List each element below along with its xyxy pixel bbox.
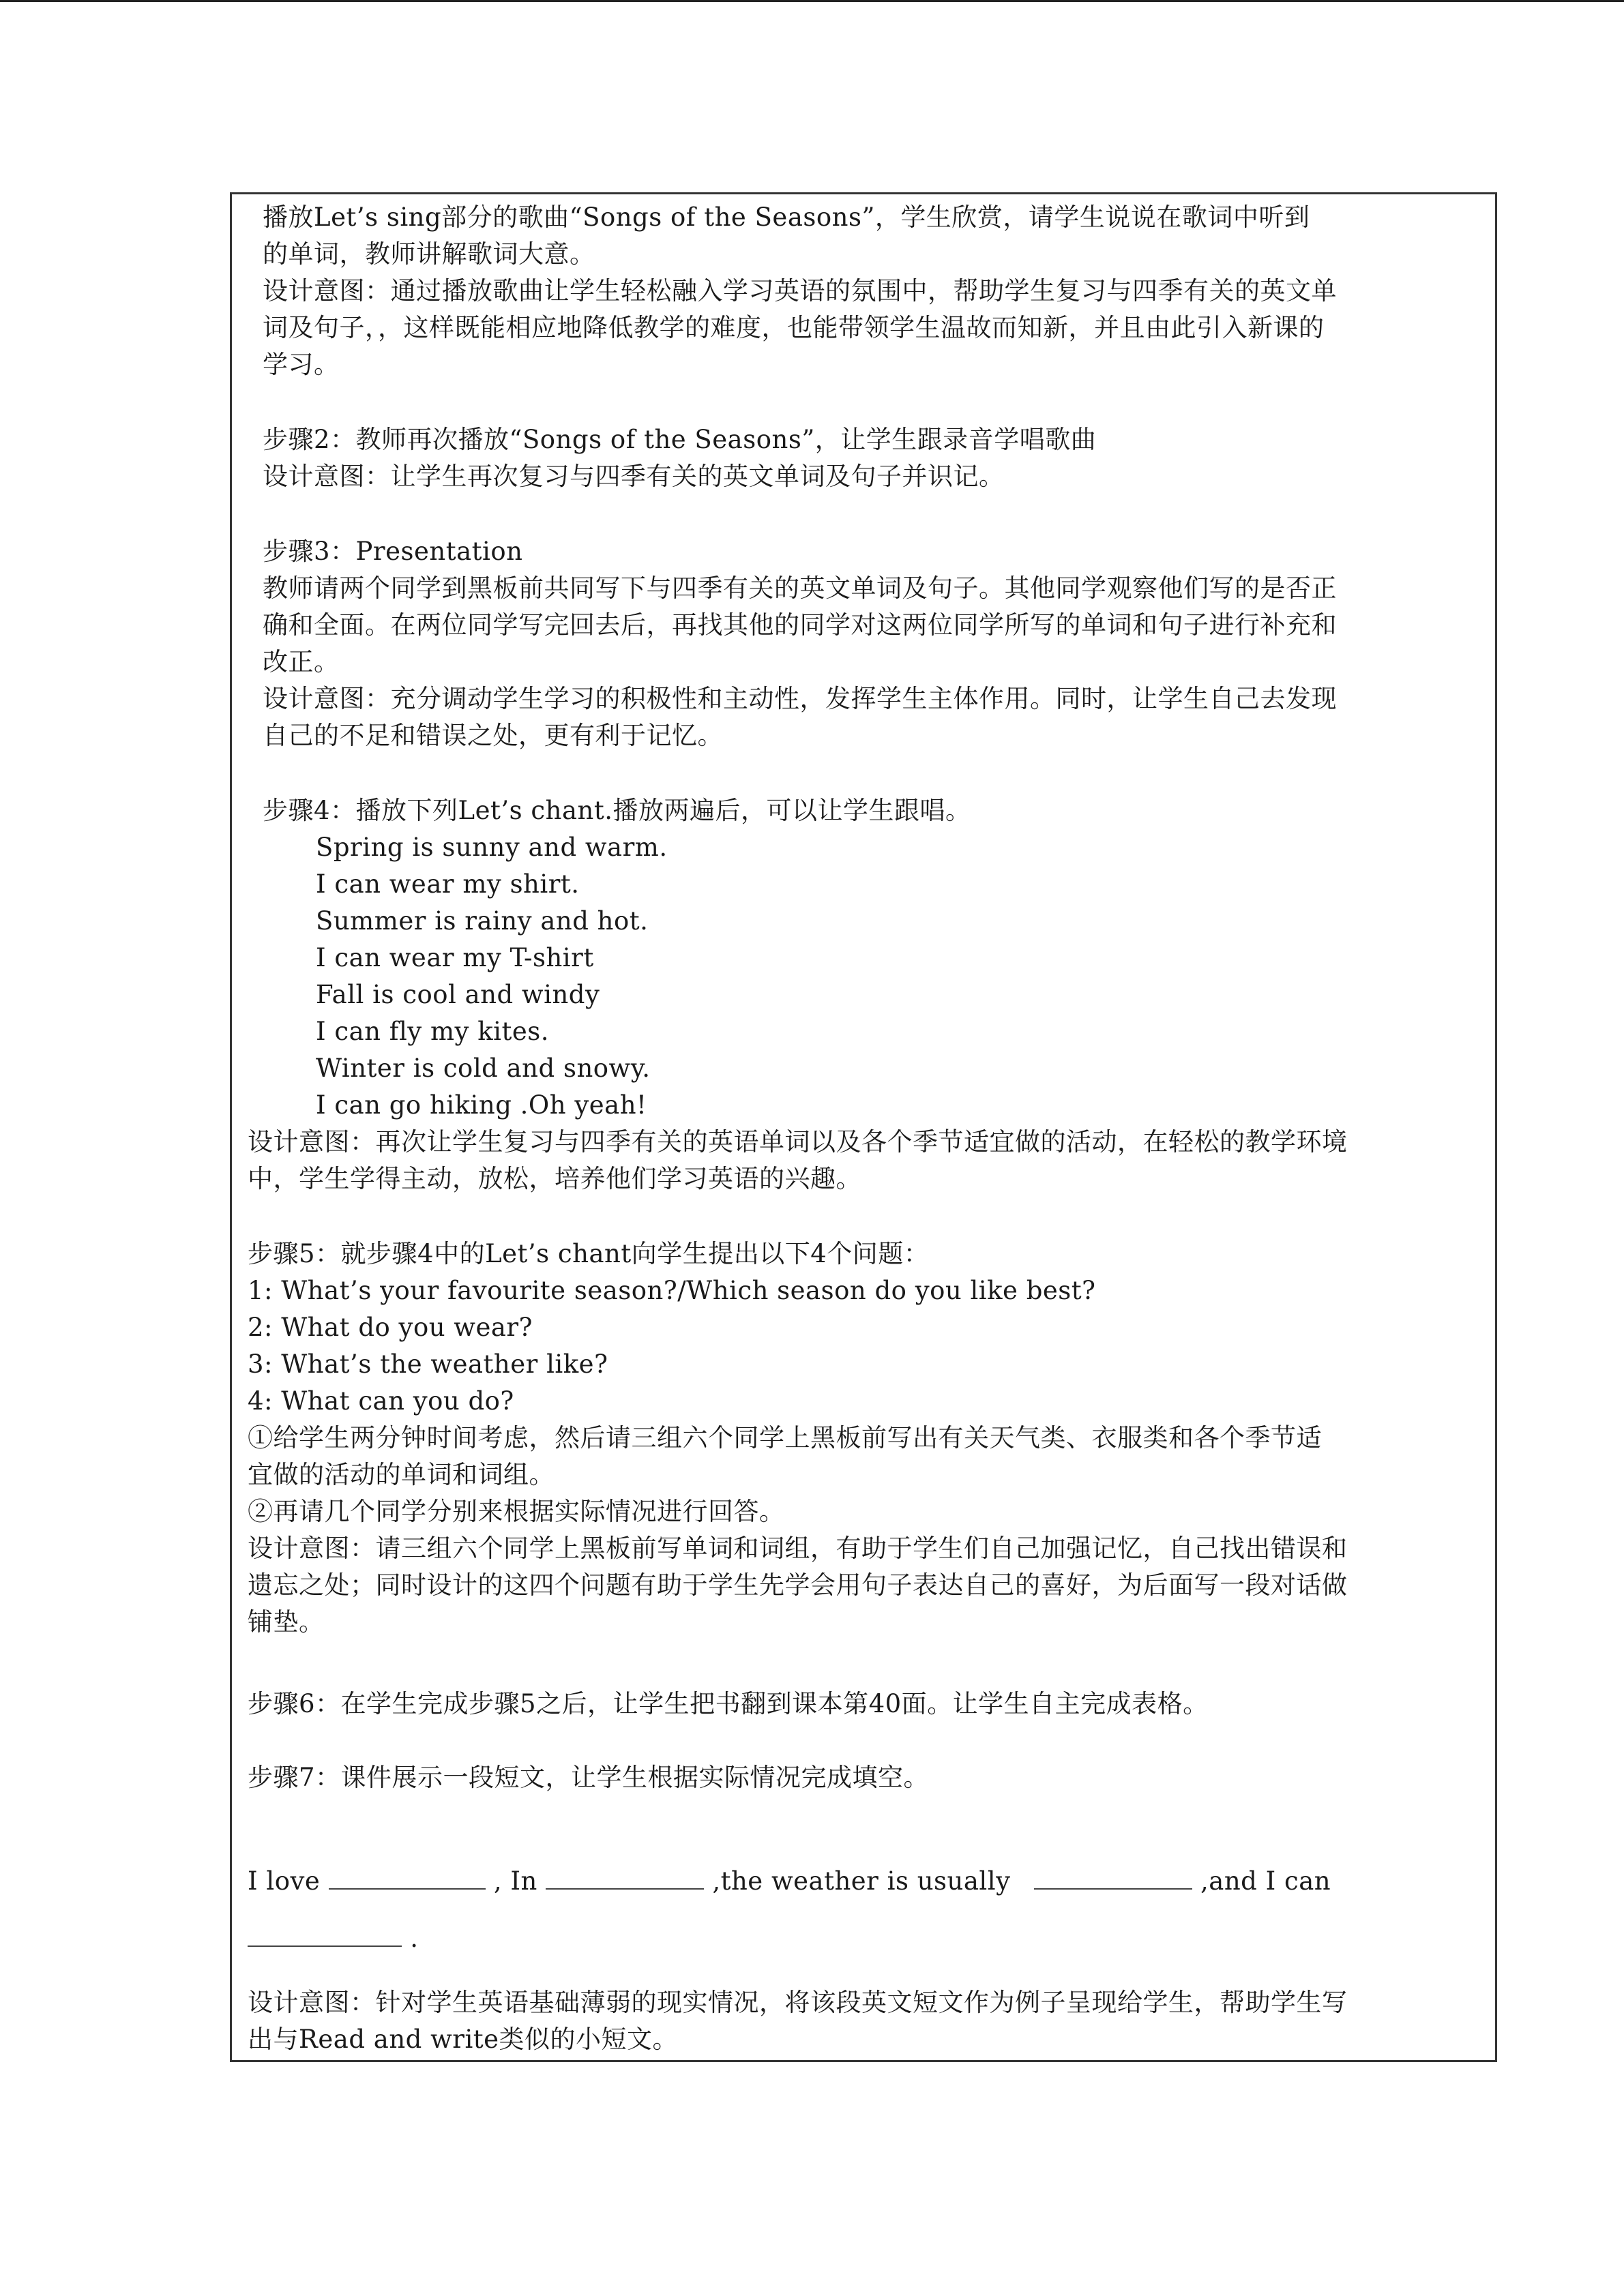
blank-activity[interactable] — [248, 1922, 402, 1947]
step-heading: 步骤2：教师再次播放“Songs of the Seasons”，让学生跟录音学唱歌曲 — [263, 425, 1097, 454]
passage-text: I love — [248, 1866, 321, 1896]
fill-in-passage — [248, 1863, 1331, 1900]
step-heading: 步骤6：在学生完成步骤5之后，让学生把书翻到课本第40面。让学生自主完成表格。 — [248, 1689, 1209, 1718]
chant-line: I can wear my T-shirt — [316, 943, 594, 972]
text-line: 教师请两个同学到黑板前共同写下与四季有关的英文单词及句子。其他同学观察他们写的是否正 — [263, 573, 1337, 603]
design-intent: 设计意图：充分调动学生学习的积极性和主动性，发挥学生主体作用。同时，让学生自己去发现 — [263, 684, 1337, 713]
step-heading: 步骤5：就步骤4中的Let’s chant向学生提出以下4个问题： — [248, 1239, 930, 1268]
design-intent: 铺垫。 — [248, 1607, 325, 1637]
design-intent: 中，学生学得主动，放松，培养他们学习英语的兴趣。 — [248, 1164, 861, 1193]
passage-text: . — [410, 1924, 419, 1953]
design-intent: 设计意图：通过播放歌曲让学生轻松融入学习英语的氛围中，帮助学生复习与四季有关的英文单 — [263, 276, 1337, 305]
step-heading: 步骤7：课件展示一段短文，让学生根据实际情况完成填空。 — [248, 1763, 930, 1792]
design-intent: 词及句子，，这样既能相应地降低教学的难度，也能带领学生温故而知新，并且由此引入新课的 — [263, 313, 1325, 342]
blank-season-1[interactable] — [329, 1865, 486, 1890]
text-line: ①给学生两分钟时间考虑，然后请三组六个同学上黑板前写出有关天气类、衣服类和各个季节适 — [248, 1423, 1322, 1452]
chant-line: Spring is sunny and warm. — [316, 833, 668, 862]
text-line: 的单词，教师讲解歌词大意。 — [263, 239, 595, 269]
chant-line: Winter is cold and snowy. — [316, 1054, 651, 1083]
top-rule — [0, 0, 1624, 2]
blank-season-2[interactable] — [546, 1865, 704, 1890]
question-line: 2: What do you wear? — [248, 1313, 533, 1342]
step-heading: 步骤4：播放下列Let’s chant.播放两遍后，可以让学生跟唱。 — [263, 796, 971, 825]
fill-in-passage-end — [248, 1920, 419, 1957]
design-intent: 设计意图：针对学生英语基础薄弱的现实情况，将该段英文短文作为例子呈现给学生，帮助学生写 — [248, 1988, 1348, 2017]
design-intent: 设计意图：再次让学生复习与四季有关的英语单词以及各个季节适宜做的活动，在轻松的教学环境 — [248, 1127, 1348, 1157]
chant-line: Fall is cool and windy — [316, 980, 600, 1009]
text-line: 确和全面。在两位同学写完回去后，再找其他的同学对这两位同学所写的单词和句子进行补充和 — [263, 610, 1337, 640]
question-line: 4: What can you do? — [248, 1386, 514, 1416]
design-intent: 设计意图：请三组六个同学上黑板前写单词和词组，有助于学生们自己加强记忆，自己找出错误和 — [248, 1534, 1348, 1563]
design-intent: 设计意图：让学生再次复习与四季有关的英文单词及句子并识记。 — [263, 462, 1005, 491]
step-heading: 步骤3：Presentation — [263, 537, 523, 566]
chant-line: I can go hiking .Oh yeah! — [316, 1090, 647, 1120]
question-line: 1: What’s your favourite season?/Which season do you like best? — [248, 1276, 1096, 1305]
blank-weather[interactable] — [1034, 1865, 1192, 1890]
design-intent: 学习。 — [263, 350, 340, 379]
design-intent: 出与Read and write类似的小短文。 — [248, 2025, 679, 2054]
chant-line: Summer is rainy and hot. — [316, 906, 649, 936]
passage-text: ,the weather is usually — [712, 1866, 1011, 1896]
text-line: 播放Let’s sing部分的歌曲“Songs of the Seasons”，学生欣赏，请学生说说在歌词中听到 — [263, 203, 1310, 232]
text-line: 改正。 — [263, 647, 340, 676]
passage-text: , In — [493, 1866, 537, 1896]
question-line: 3: What’s the weather like? — [248, 1350, 608, 1379]
text-line: 宜做的活动的单词和词组。 — [248, 1460, 555, 1489]
design-intent: 自己的不足和错误之处，更有利于记忆。 — [263, 721, 723, 750]
design-intent: 遗忘之处；同时设计的这四个问题有助于学生先学会用句子表达自己的喜好，为后面写一段对话做 — [248, 1570, 1348, 1600]
text-line: ②再请几个同学分别来根据实际情况进行回答。 — [248, 1497, 785, 1526]
passage-text: ,and I can — [1200, 1866, 1331, 1896]
chant-line: I can wear my shirt. — [316, 869, 580, 899]
chant-line: I can fly my kites. — [316, 1017, 549, 1046]
